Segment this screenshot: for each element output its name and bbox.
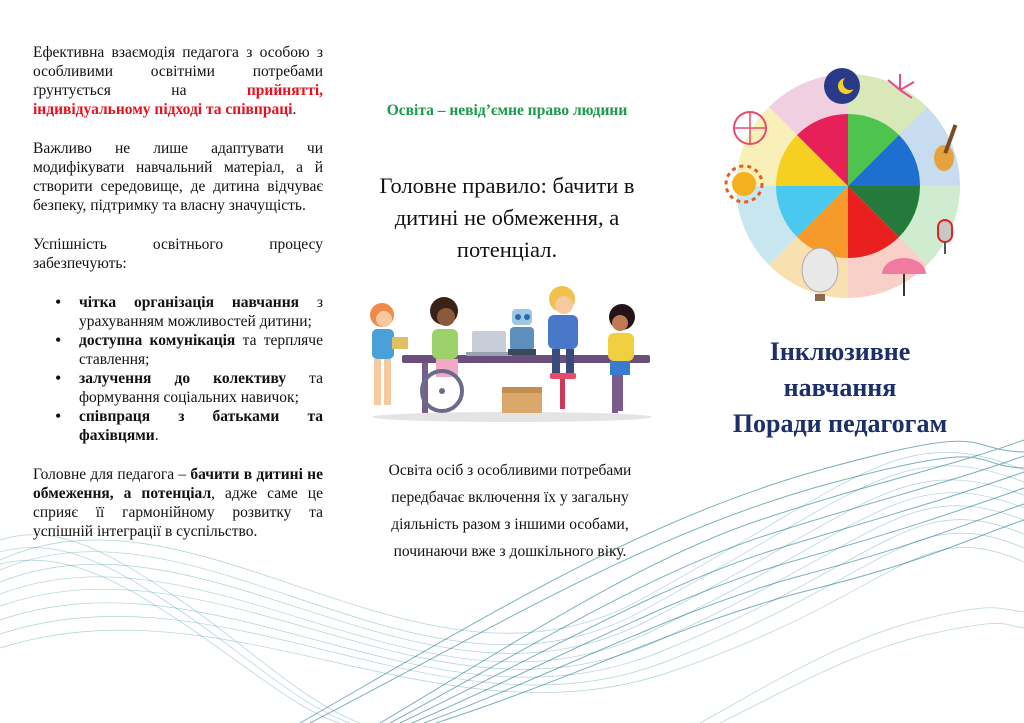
list-item: • залучення до колективу та формування соціальних навичок;	[79, 369, 323, 407]
moon-icon	[824, 68, 860, 104]
inclusion-description: Освіта осіб з особливими потребами передбачає включення їх у загальну діяльність разом з іншими особами, починаючи вже з дошкільного віку.	[388, 462, 632, 560]
success-factors-list	[33, 293, 323, 445]
key-principles: прийнятті, індивідуальному підході та співпраці	[33, 82, 323, 118]
title-line: навчання	[783, 373, 897, 402]
conclusion-paragraph: Головне для педагога – бачити в дитині не обмеження, а потенціал, адже саме це сприяє її гармонійному розвитку та успішній інтеграції в суспільство.	[33, 466, 323, 540]
title-line: Поради педагогам	[732, 409, 948, 438]
main-rule: Головне правило: бачити в дитині не обмеження, а потенціал.	[379, 173, 635, 262]
color-wheel-icon	[720, 62, 976, 310]
slogan: Освіта – невід’ємне право людини	[386, 102, 628, 119]
success-intro: Успішність освітнього процесу забезпечують:	[33, 236, 323, 272]
list-item: • доступна комунікація та терпляче ставлення;	[79, 331, 323, 369]
children-at-table-illustration	[362, 283, 654, 423]
ferris-wheel-icon	[734, 112, 766, 144]
list-item: • чітка організація навчання з урахуванням можливостей дитини;	[79, 293, 323, 331]
environment-paragraph: Важливо не лише адаптувати чи модифікувати навчальний матеріал, а й створити середовище, де дитина відчуває безпеку, підтримку та власну значущість.	[33, 140, 323, 214]
brochure-title	[700, 334, 980, 442]
middle-column	[354, 102, 660, 266]
intro-paragraph: Ефективна взаємодія педагога з особою з особливими освітніми потребами ґрунтується на прийнятті, індивідуальному підході та співпраці.	[33, 44, 323, 118]
list-item: • співпраця з батьками та фахівцями.	[79, 407, 323, 445]
title-line: Інклюзивне	[769, 337, 911, 366]
left-column	[33, 43, 323, 541]
